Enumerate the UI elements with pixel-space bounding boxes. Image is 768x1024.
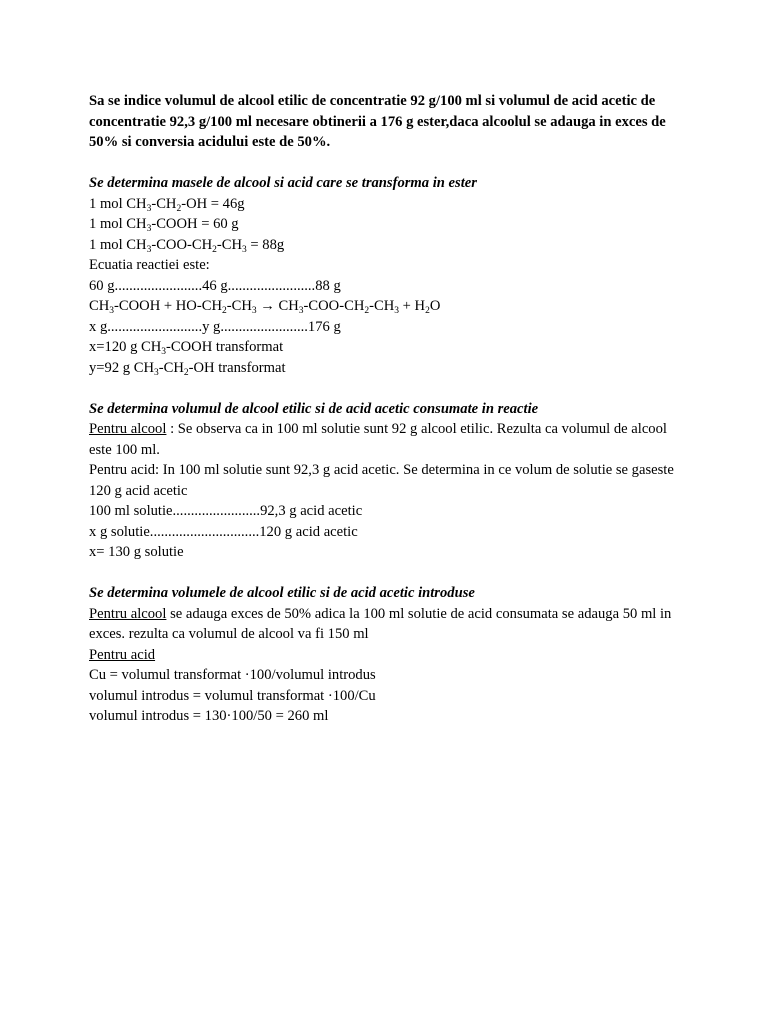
spacer xyxy=(89,378,689,399)
reaction-equation: $CH_3$-COOH + $HO-CH_2-CH_3 \to CH_3-COO-CH_2-CH_3 + H_2O$ xyxy=(89,298,441,316)
acid-label: Pentru acid xyxy=(89,646,156,663)
proportion-line-2: x g solutie..............................120 g acid acetic xyxy=(89,523,358,540)
proportion-line-1: 100 ml solutie........................92,3 g acid acetic xyxy=(89,503,363,519)
alcohol-label: Pentru alcool xyxy=(89,605,167,622)
section-3-heading: Se determina volumele de alcool etilic si de acid acetic introduse xyxy=(89,585,475,601)
molar-mass-acetic-acid: 1 mol $CH_3$-COOH = 60 g xyxy=(89,216,239,234)
spacer xyxy=(89,153,689,174)
result-acid-transformed: x=120 g $CH_3$-COOH transformat xyxy=(89,339,284,357)
reaction-label: Ecuatia reactiei este: xyxy=(89,257,210,273)
solution-result: x= 130 g solutie xyxy=(89,544,184,560)
document-content xyxy=(89,91,689,727)
section-1-heading: Se determina masele de alcool si acid care se transforma in ester xyxy=(89,175,477,191)
conversion-formula: Cu = volumul transformat ·100/volumul introdus xyxy=(89,667,376,683)
molar-mass-ester: 1 mol $CH_3-COO-CH_2-CH_3 = 88g$ xyxy=(89,236,285,255)
result-alcohol-transformed: y=92 g $CH_3-CH_2-OH$ transformat xyxy=(89,359,286,378)
section-2-heading: Se determina volumul de alcool etilic si de acid acetic consumate in reactie xyxy=(89,400,539,417)
volume-result: volumul introdus = 130·100/50 = 260 ml xyxy=(89,708,329,724)
acid-volume-paragraph: Pentru acid: In 100 ml solutie sunt 92,3 g acid acetic. Se determina in ce volum de solutie se gaseste 120 g acid acetic xyxy=(89,462,674,499)
reaction-masses-top: 60 g........................46 g........................88 g xyxy=(89,277,341,294)
problem-statement: Sa se indice volumul de alcool etilic de concentratie 92 g/100 ml si volumul de acid acetic de concentratie 92,3 g/100 ml necesare obtinerii a 176 g ester,daca alcoolul se adauga in exces de 50% si conversia acidului este de 50%. xyxy=(89,93,666,150)
alcohol-volume-paragraph: Pentru alcool : Se observa ca in 100 ml solutie sunt 92 g alcool etilic. Rezulta ca volumul de alcool este 100 ml. xyxy=(89,421,667,458)
alcohol-excess-paragraph: Pentru alcool se adauga exces de 50% adica la 100 ml solutie de acid consumata se adauga 50 ml in exces. rezulta ca volumul de alcool va fi 150 ml xyxy=(89,605,672,642)
volume-formula: volumul introdus = volumul transformat ·100/Cu xyxy=(89,687,376,704)
reaction-masses-bottom: x g..........................y g........................176 g xyxy=(89,318,341,335)
alcohol-label: Pentru alcool xyxy=(89,421,167,437)
molar-mass-ethanol: 1 mol $CH_3-CH_2-OH = 46g$ xyxy=(89,195,245,214)
acid-label-line xyxy=(89,645,689,666)
spacer xyxy=(89,563,689,584)
